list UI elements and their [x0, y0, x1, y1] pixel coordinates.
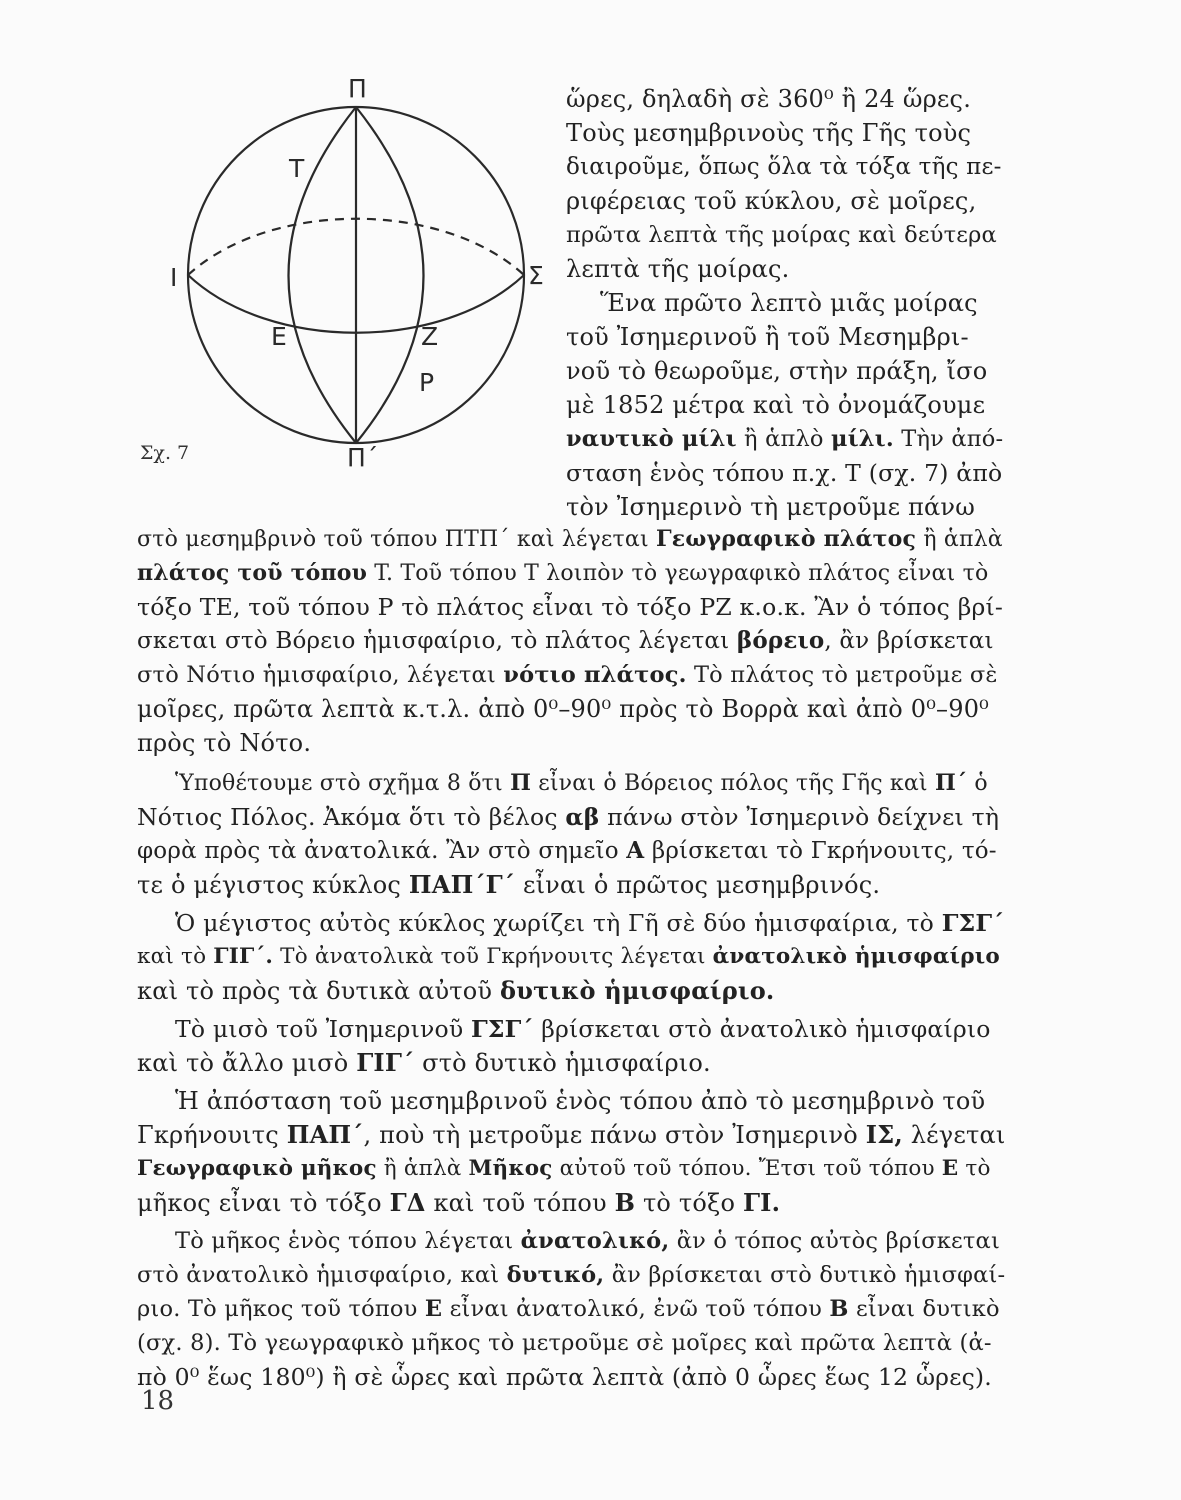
text-line: καὶ τὸ ἄλλο μισὸ ΓΙΓ΄ στὸ δυτικὸ ἡμισφαίριο. [137, 1048, 711, 1077]
text-line: τόξο TE, τοῦ τόπου P τὸ πλάτος εἶναι τὸ τόξο PZ κ.ο.κ. Ἂν ὁ τόπος βρί- [137, 593, 1004, 621]
text-line: Τὸ μισὸ τοῦ Ἰσημερινοῦ ΓΣΓ΄ βρίσκεται στὸ ἀνατολικὸ ἡμισφαίριο [175, 1015, 991, 1043]
term-eastern-hemisphere: ἀνατολικὸ ἡμισφαίριο [712, 944, 1000, 969]
text-line: τὸν Ἰσημερινὸ τὴ μετροῦμε πάνω [566, 493, 975, 521]
text-line: (σχ. 8). Τὸ γεωγραφικὸ μῆκος τὸ μετροῦμε σὲ μοῖρες καὶ πρῶτα λεπτὰ (ἀ- [137, 1330, 992, 1356]
text-line: πλάτος τοῦ τόπου T. Τοῦ τόπου T λοιπὸν τὸ γεωγραφικὸ πλάτος εἶναι τὸ [137, 560, 989, 586]
text-line: φορὰ πρὸς τὰ ἀνατολικά. Ἂν στὸ σημεῖο A βρίσκεται τὸ Γκρήνουιτς, τό- [137, 837, 997, 864]
page-number: 18 [141, 1386, 175, 1416]
label-t: T [289, 154, 305, 183]
meridian-east [356, 107, 424, 443]
figure-7 [130, 70, 560, 490]
text-line: τε ὁ μέγιστος κύκλος ΠΑΠ΄Γ΄ εἶναι ὁ πρῶτος μεσημβρινός. [137, 870, 881, 899]
text-line: στὸ μεσημβρινὸ τοῦ τόπου ΠΤΠ΄ καὶ λέγεται Γεωγραφικὸ πλάτος ἢ ἁπλὰ [137, 526, 1003, 552]
text-line: λεπτὰ τῆς μοίρας. [566, 255, 790, 283]
term-south-latitude: νότιο πλάτος. [503, 662, 687, 688]
label-p: P [419, 368, 435, 397]
text-line: Τοὺς μεσημβρινοὺς τῆς Γῆς τοὺς [566, 119, 972, 147]
text-line: Νότιος Πόλος. Ἀκόμα ὅτι τὸ βέλος αβ πάνω στὸν Ἰσημερινὸ δείχνει τὴ [137, 803, 1000, 831]
text-line: Ἕνα πρῶτο λεπτὸ μιᾶς μοίρας [600, 289, 978, 317]
text-line: σκεται στὸ Βόρειο ἡμισφαίριο, τὸ πλάτος λέγεται βόρειο, ἂν βρίσκεται [137, 627, 994, 654]
label-north-pole: Π [348, 74, 367, 103]
text-line: Τὸ μῆκος ἑνὸς τόπου λέγεται ἀνατολικό, ἂν ὁ τόπος αὐτὸς βρίσκεται [175, 1228, 1000, 1254]
text-line: Γεωγραφικὸ μῆκος ἢ ἁπλὰ Μῆκος αὐτοῦ τοῦ τόπου. Ἔτσι τοῦ τόπου E τὸ [137, 1156, 991, 1181]
text-line: στὸ ἀνατολικὸ ἡμισφαίριο, καὶ δυτικό, ἂν βρίσκεται στὸ δυτικὸ ἡμισφαί- [137, 1262, 1006, 1288]
text-line: καὶ τὸ ΓΙΓ΄. Τὸ ἀνατολικὰ τοῦ Γκρήνουιτς λέγεται ἀνατολικὸ ἡμισφαίριο [137, 944, 1000, 969]
label-s: Σ [528, 261, 544, 290]
text-line: Ὑποθέτουμε στὸ σχῆμα 8 ὅτι Π εἶναι ὁ Βόρειος πόλος τῆς Γῆς καὶ Π΄ ὁ [175, 770, 988, 796]
text-line: νοῦ τὸ θεωροῦμε, στὴν πράξη, ἴσο [566, 357, 988, 385]
figure-caption: Σχ. 7 [140, 442, 190, 464]
text-line: Γκρήνουιτς ΠΑΠ΄, ποὺ τὴ μετροῦμε πάνω στὸν Ἰσημερινὸ ΙΣ, λέγεται [137, 1120, 1006, 1149]
text-line: μοῖρες, πρῶτα λεπτὰ κ.τ.λ. ἀπὸ 0⁰–90⁰ πρὸς τὸ Βορρὰ καὶ ἀπὸ 0⁰–90⁰ [137, 695, 989, 723]
text-line: στὸ Νότιο ἡμισφαίριο, λέγεται νότιο πλάτος. Τὸ πλάτος τὸ μετροῦμε σὲ [137, 662, 998, 688]
text-line: πρὸς τὸ Νότο. [137, 729, 312, 757]
globe-diagram [130, 70, 560, 490]
text-line: καὶ τὸ πρὸς τὰ δυτικὰ αὐτοῦ δυτικὸ ἡμισφαίριο. [137, 976, 775, 1005]
text-line: ριφέρειας τοῦ κύκλου, σὲ μοῖρες, [566, 187, 977, 215]
term-nautical-mile: ναυτικὸ μίλι [566, 426, 737, 452]
term-north: βόρειο [736, 627, 825, 654]
label-e: E [271, 322, 287, 351]
text-line: ριο. Τὸ μῆκος τοῦ τόπου E εἶναι ἀνατολικό, ἐνῶ τοῦ τόπου B εἶναι δυτικὸ [137, 1296, 1000, 1322]
text-line: ναυτικὸ μίλι ἢ ἁπλὸ μίλι. Τὴν ἀπό- [566, 426, 1004, 452]
label-south-pole: Π΄ [347, 443, 379, 472]
text-line: τοῦ Ἰσημερινοῦ ἢ τοῦ Μεσημβρι- [566, 323, 969, 351]
text-line: σταση ἑνὸς τόπου π.χ. T (σχ. 7) ἀπὸ [566, 459, 1003, 487]
term-western-hemisphere: δυτικὸ ἡμισφαίριο. [500, 976, 775, 1005]
term-mile: μίλι. [831, 426, 894, 452]
text-line: μὲ 1852 μέτρα καὶ τὸ ὀνομάζουμε [566, 391, 986, 419]
text-line: διαιροῦμε, ὅπως ὅλα τὰ τόξα τῆς πε- [566, 154, 1002, 180]
label-z: Z [421, 322, 439, 351]
term-place-latitude: πλάτος τοῦ τόπου [137, 560, 368, 586]
text-line: πρῶτα λεπτὰ τῆς μοίρας καὶ δεύτερα [566, 222, 997, 248]
text-line: πὸ 0⁰ ἕως 180⁰) ἢ σὲ ὧρες καὶ πρῶτα λεπτὰ (ἀπὸ 0 ὧρες ἕως 12 ὧρες). [137, 1363, 992, 1391]
term-latitude: Γεωγραφικὸ πλάτος [655, 526, 917, 552]
text-line: Ὁ μέγιστος αὐτὸς κύκλος χωρίζει τὴ Γῆ σὲ δύο ἡμισφαίρια, τὸ ΓΣΓ΄ [175, 909, 1005, 937]
text-line: μῆκος εἶναι τὸ τόξο ΓΔ καὶ τοῦ τόπου B τὸ τόξο ΓΙ. [137, 1188, 781, 1217]
label-i: I [170, 263, 178, 292]
text-line: ὥρες, δηλαδὴ σὲ 360⁰ ἢ 24 ὥρες. [566, 85, 972, 113]
term-longitude: Γεωγραφικὸ μῆκος [137, 1156, 377, 1181]
text-line: Ἡ ἀπόσταση τοῦ μεσημβρινοῦ ἑνὸς τόπου ἀπὸ τὸ μεσημβρινὸ τοῦ [175, 1087, 986, 1115]
